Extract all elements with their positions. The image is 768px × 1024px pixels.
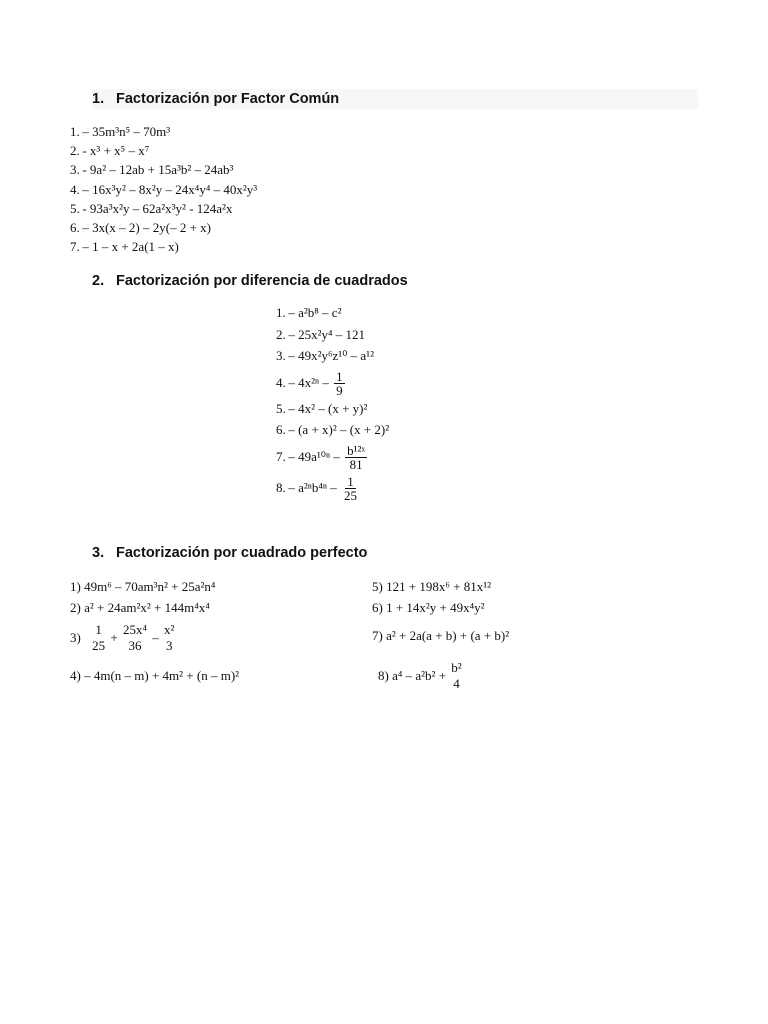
s3-exercise-3 [70,622,176,654]
s1-exercise-6: 6. – 3x(x – 2) – 2y(– 2 + x) [70,219,212,235]
fraction-denominator: 9 [336,383,343,399]
s3-exercise-6: 6) 1 + 14x²y + 49x⁴y² [372,600,485,615]
s2-exercise-4-fraction [334,370,345,397]
fraction-denominator: 3 [165,638,173,653]
s3-exercise-1: 1) 49m⁶ – 70am³n² + 25a²n⁴ [70,579,216,594]
s2-exercise-4-text: 4. – 4x²ⁿ – [276,374,329,390]
s2-exercise-8 [276,472,389,503]
section-2-title: Factorización por diferencia de cuadrados [116,273,408,289]
fraction-numerator: 1 [336,369,343,385]
s3-exercise-3-fraction-3 [164,622,174,654]
s2-exercise-7 [276,441,389,472]
s3-exercise-3-fraction-1 [92,622,105,654]
s2-exercise-2: 2. – 25x²y⁴ – 121 [276,326,366,342]
s3-exercise-3-operator-2: – [152,630,159,645]
s1-exercise-1: 1. – 35m³n⁵ – 70m³ [70,124,171,139]
s3-exercise-3-fraction-2 [123,622,147,654]
fraction-denominator: 36 [128,638,142,653]
s2-exercise-6: 6. – (a + x)² – (x + 2)² [276,422,390,437]
s2-exercise-8-fraction [342,475,359,502]
fraction-numerator: 1 [95,622,102,637]
fraction-denominator: 81 [349,457,363,473]
fraction-denominator: 4 [453,676,460,691]
s2-exercise-1: 1. – a²b⁸ – c² [276,305,342,320]
section-3-title: Factorización por cuadrado perfecto [116,545,368,561]
s3-exercise-3-label: 3) [70,630,81,645]
s1-exercise-4: 4. – 16x³y² – 8x²y – 24x⁴y⁴ – 40x²y³ [70,181,258,197]
s3-exercise-8-fraction [451,660,461,692]
s3-exercise-3-operator-1: + [110,630,118,645]
section-1-heading [92,89,698,109]
s3-exercise-4: 4) – 4m(n – m) + 4m² + (n – m)² [70,668,240,683]
s1-exercise-3: 3. - 9a² – 12ab + 15a³b² – 24ab³ [70,162,234,178]
section-1-title: Factorización por Factor Común [116,91,340,107]
section-2-number: 2. [92,273,105,289]
fraction-numerator: 1 [347,474,354,490]
section-2-exercise-list [276,302,389,503]
s3-exercise-7: 7) a² + 2a(a + b) + (a + b)² [372,628,510,643]
fraction-numerator: b¹²ˣ [347,443,366,459]
s2-exercise-3: 3. – 49x²y⁶z¹⁰ – a¹² [276,348,374,363]
s3-exercise-2: 2) a² + 24am²x² + 144m⁴x⁴ [70,600,210,615]
s2-exercise-5: 5. – 4x² – (x + y)² [276,400,368,416]
s1-exercise-2: 2. - x³ + x⁵ – x⁷ [70,143,150,159]
fraction-denominator: 25 [92,638,106,653]
fraction-denominator: 25 [344,488,357,504]
section-2-heading [92,271,408,291]
s3-exercise-8 [378,660,464,692]
s1-exercise-5: 5. - 93a³x²y – 62a²x³y² - 124a²x [70,200,233,216]
s3-exercise-5: 5) 121 + 198x⁶ + 81x¹² [372,579,492,594]
s2-exercise-4 [276,367,389,398]
s2-exercise-7-text: 7. – 49a¹⁰ⁿ – [276,448,340,464]
section-1-number: 1. [92,91,105,107]
s1-exercise-7: 7. – 1 – x + 2a(1 – x) [70,239,179,255]
section-3-number: 3. [92,545,105,561]
s3-exercise-8-text: 8) a⁴ – a²b² + [378,668,447,683]
fraction-numerator: x² [163,622,175,637]
section-1-exercise-list [70,122,257,256]
s2-exercise-8-text: 8. – a²ⁿb⁴ⁿ – [276,479,337,495]
fraction-numerator: b² [451,660,462,675]
section-3-heading [92,543,367,563]
fraction-numerator: 25x⁴ [122,622,147,637]
s2-exercise-7-fraction [345,444,367,471]
